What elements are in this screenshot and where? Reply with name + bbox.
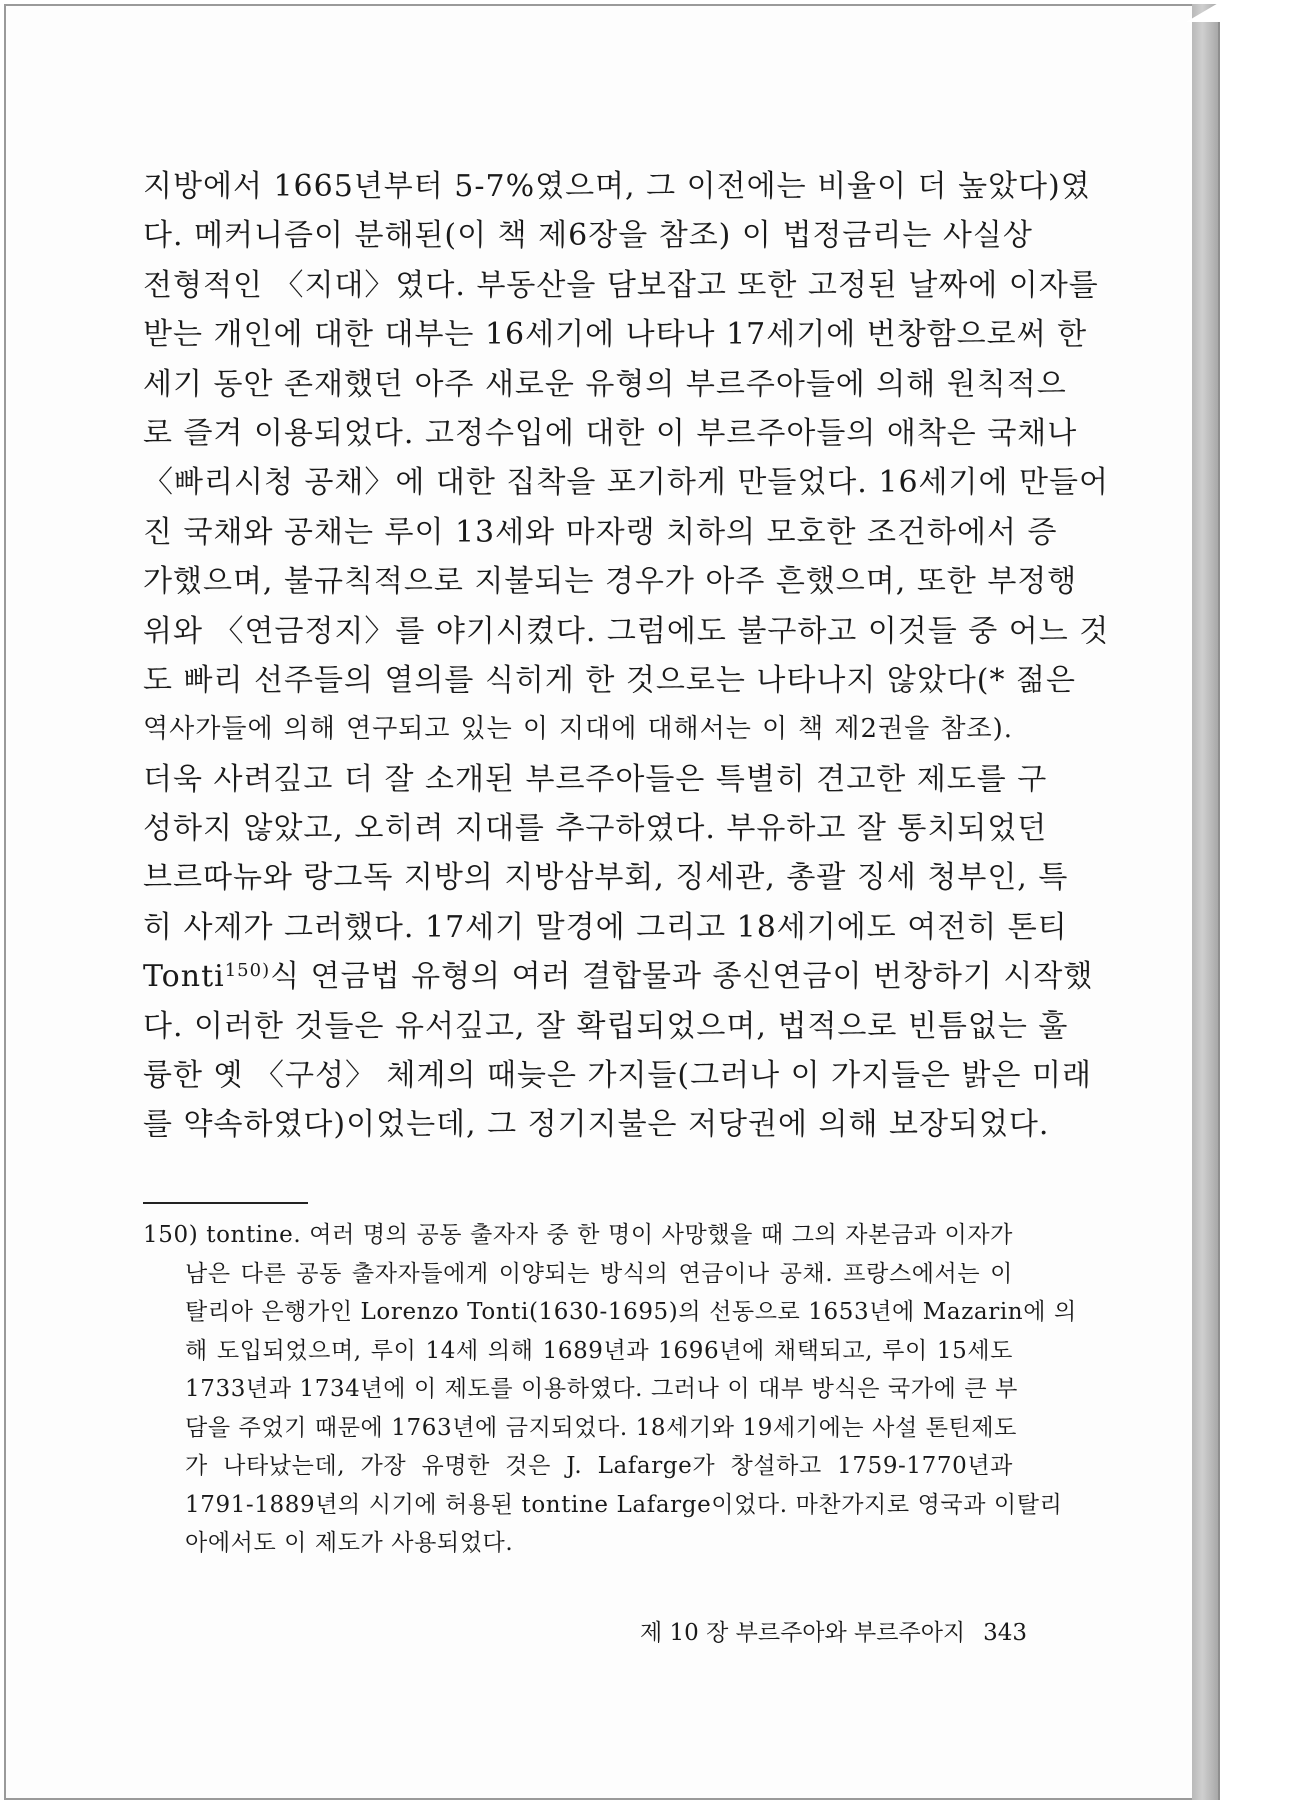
footnote-line: 1733년과 1734년에 이 제도를 이용하였다. 그러나 이 대부 방식은 국가에 큰 부: [185, 1376, 1018, 1402]
body-line: 받는 개인에 대한 대부는 16세기에 나타나 17세기에 번창함으로써 한: [143, 317, 1088, 353]
body-line: 전형적인 〈지대〉였다. 부동산을 담보잡고 또한 고정된 날짜에 이자를: [143, 267, 1099, 303]
page-edge-shadow: [1192, 4, 1220, 1800]
footnote-line: 150) tontine. 여러 명의 공동 출자자 중 한 명이 사망했을 때 그의 자본금과 이자가: [143, 1222, 1013, 1248]
body-line: 세기 동안 존재했던 아주 새로운 유형의 부르주아들에 의해 원칙적으: [143, 366, 1067, 402]
body-line: 지방에서 1665년부터 5-7%였으며, 그 이전에는 비율이 더 높았다)였: [143, 169, 1091, 204]
body-line: 진 국채와 공채는 루이 13세와 마자랭 치하의 모호한 조건하에서 증: [143, 514, 1058, 550]
body-line: 〈빠리시청 공채〉에 대한 집착을 포기하게 만들었다. 16세기에 만들어: [143, 465, 1109, 501]
body-line-with-footnote-ref: [143, 952, 1094, 1001]
body-line: 브르따뉴와 랑그독 지방의 지방삼부회, 징세관, 총괄 징세 청부인, 특: [143, 860, 1069, 896]
body-line-remainder: 식 연금법 유형의 여러 결합물과 종신연금이 번창하기 시작했: [270, 959, 1094, 995]
body-line: 역사가들에 의해 연구되고 있는 이 지대에 대해서는 이 책 제2권을 참조).: [143, 714, 1013, 745]
footnote-150: [143, 1216, 1077, 1563]
body-line: 륭한 옛 〈구성〉 체계의 때늦은 가지들(그러나 이 가지들은 밝은 미래: [143, 1058, 1093, 1094]
body-line: 히 사제가 그러했다. 17세기 말경에 그리고 18세기에도 여전히 톤티: [143, 909, 1068, 945]
tonti-word: Tonti: [143, 959, 225, 995]
footnote-line: 1791-1889년의 시기에 허용된 tontine Lafarge이었다. 마찬가지로 영국과 이탈리: [185, 1491, 1063, 1518]
body-line: 성하지 않았고, 오히려 지대를 추구하였다. 부유하고 잘 통치되었던: [143, 811, 1048, 847]
body-line: 더욱 사려깊고 더 잘 소개된 부르주아들은 특별히 견고한 제도를 구: [143, 761, 1048, 797]
body-line: 위와 〈연금정지〉를 야기시켰다. 그럼에도 불구하고 이것들 중 어느 것: [143, 613, 1110, 649]
chapter-title: 제 10 장 부르주아와 부르주아지: [640, 1620, 966, 1646]
footnote-line: 가 나타났는데, 가장 유명한 것은 J. Lafarge가 창설하고 1759-1770년과: [185, 1453, 1013, 1479]
footnote-line: 해 도입되었으며, 루이 14세 의해 1689년과 1696년에 채택되고, 루이 15세도: [185, 1337, 1013, 1364]
footnote-divider: [143, 1202, 308, 1204]
body-line: 도 빠리 선주들의 열의를 식히게 한 것으로는 나타나지 않았다(* 젊은: [143, 662, 1076, 698]
running-footer: [640, 1614, 1028, 1647]
body-line: 다. 이러한 것들은 유서깊고, 잘 확립되었으며, 법적으로 빈틈없는 훌: [143, 1008, 1069, 1044]
footnote-line: 담을 주었기 때문에 1763년에 금지되었다. 18세기와 19세기에는 사설 톤틴제도: [185, 1414, 1017, 1441]
body-line: 를 약속하였다)이었는데, 그 정기지불은 저당권에 의해 보장되었다.: [143, 1107, 1050, 1143]
footnote-line: 남은 다른 공동 출자자들에게 이양되는 방식의 연금이나 공채. 프랑스에서는 이: [185, 1260, 1013, 1287]
body-text: [143, 162, 1110, 1150]
footnote-line: 아에서도 이 제도가 사용되었다.: [185, 1530, 514, 1556]
body-line: 가했으며, 불규칙적으로 지불되는 경우가 아주 흔했으며, 또한 부정행: [143, 564, 1078, 600]
body-line: 로 즐겨 이용되었다. 고정수입에 대한 이 부르주아들의 애착은 국채나: [143, 415, 1078, 451]
footnote-line: 탈리아 은행가인 Lorenzo Tonti(1630-1695)의 선동으로 1653년에 Mazarin에 의: [185, 1299, 1077, 1325]
footnote-reference: 150): [224, 960, 271, 982]
page-number: 343: [983, 1620, 1028, 1646]
body-line: 다. 메커니즘이 분해된(이 책 제6장을 참조) 이 법정금리는 사실상: [143, 218, 1033, 254]
